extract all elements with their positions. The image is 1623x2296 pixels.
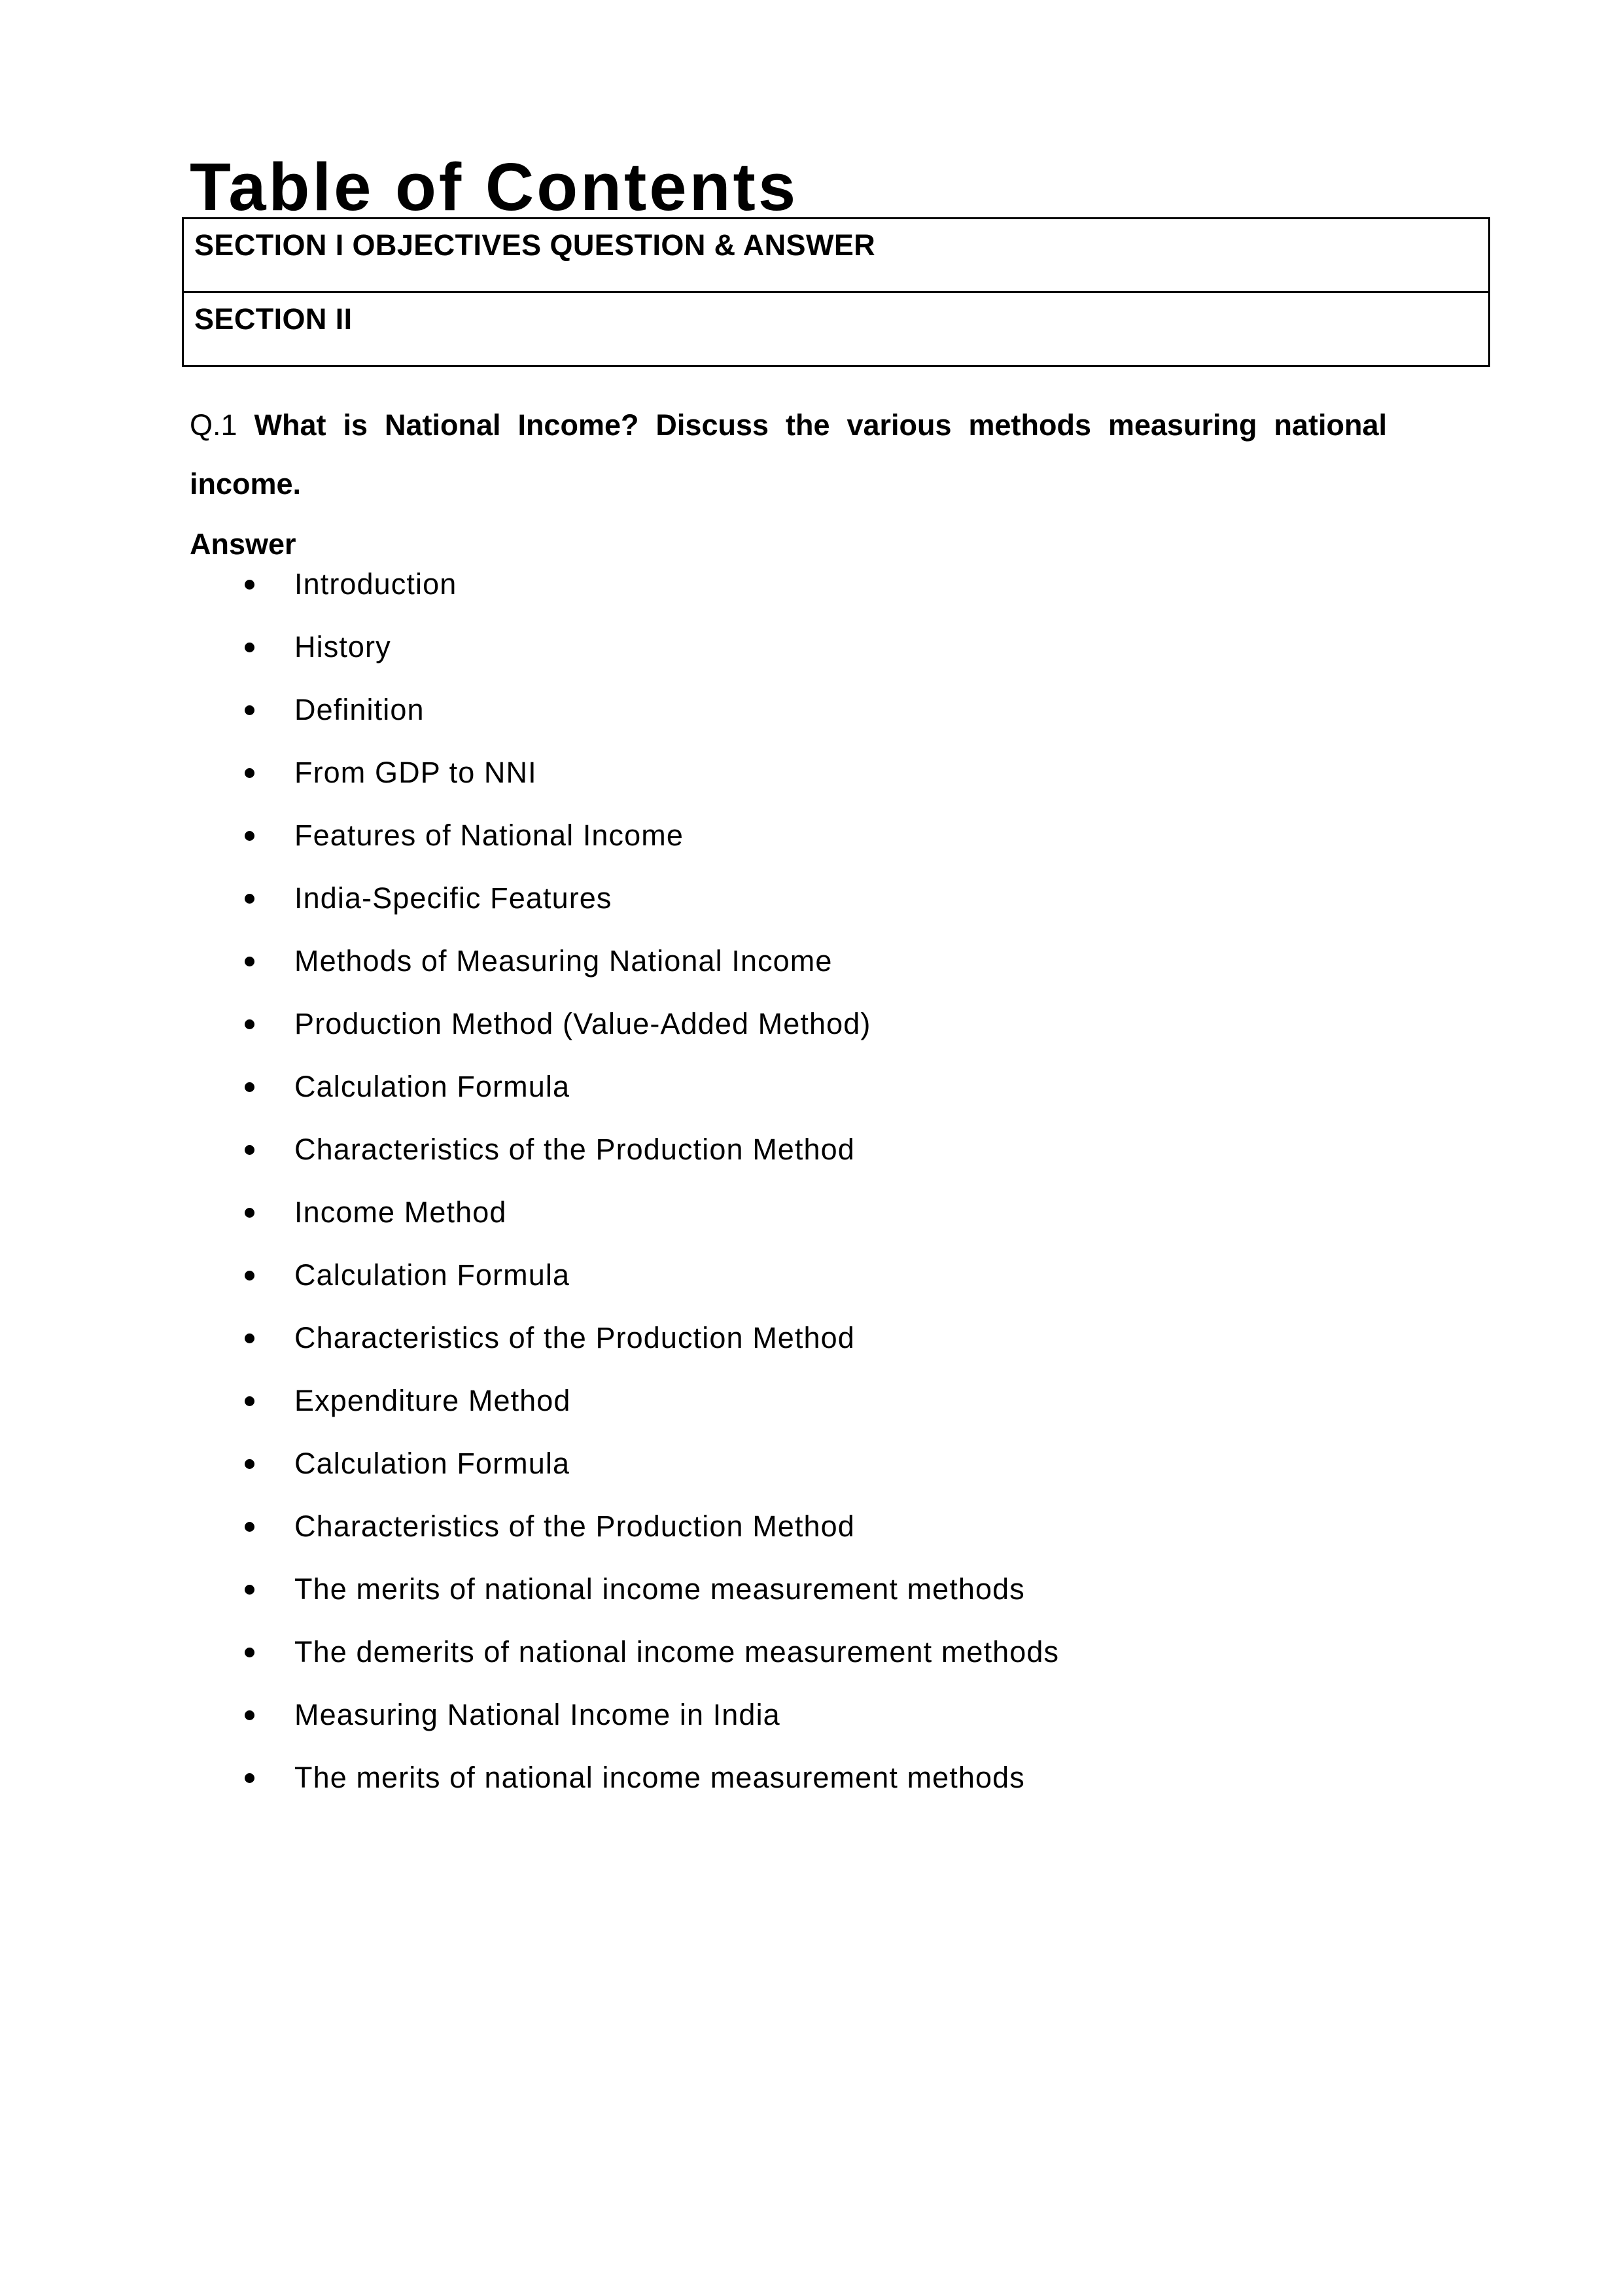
list-item-label: History bbox=[294, 630, 391, 663]
list-item-label: From GDP to NNI bbox=[294, 756, 537, 789]
bullet-icon bbox=[245, 1459, 254, 1469]
question-heading bbox=[190, 396, 1387, 514]
question-text: What is National Income? Discuss the various methods measuring national income. bbox=[190, 408, 1387, 501]
table-row bbox=[183, 292, 1490, 366]
bullet-icon bbox=[245, 705, 254, 715]
bullet-icon bbox=[245, 1082, 254, 1092]
table-of-contents-list bbox=[190, 553, 1433, 1809]
bullet-icon bbox=[245, 1522, 254, 1532]
list-item bbox=[190, 993, 1433, 1055]
list-item-label: Introduction bbox=[294, 567, 457, 601]
list-item-label: Production Method (Value-Added Method) bbox=[294, 1007, 871, 1040]
list-item-label: The demerits of national income measurement methods bbox=[294, 1635, 1060, 1669]
list-item-label: Expenditure Method bbox=[294, 1384, 571, 1417]
table-row bbox=[183, 219, 1490, 292]
bullet-icon bbox=[245, 1648, 254, 1657]
page-title: Table of Contents bbox=[190, 149, 799, 224]
bullet-icon bbox=[245, 1271, 254, 1280]
list-item-label: India-Specific Features bbox=[294, 881, 612, 915]
section-row-label: SECTION I OBJECTIVES QUESTION & ANSWER bbox=[183, 219, 1490, 292]
list-item bbox=[190, 741, 1433, 804]
bullet-icon bbox=[245, 1333, 254, 1343]
list-item bbox=[190, 1746, 1433, 1809]
list-item bbox=[190, 1621, 1433, 1684]
section-table bbox=[182, 217, 1490, 367]
bullet-icon bbox=[245, 1208, 254, 1218]
list-item-label: Definition bbox=[294, 693, 425, 726]
list-item bbox=[190, 1369, 1433, 1432]
list-item-label: Measuring National Income in India bbox=[294, 1698, 780, 1731]
answer-label: Answer bbox=[190, 527, 296, 561]
list-item-label: The merits of national income measurement methods bbox=[294, 1572, 1025, 1606]
section-table-body bbox=[183, 219, 1490, 366]
list-item-label: Methods of Measuring National Income bbox=[294, 944, 833, 978]
list-item-label: Characteristics of the Production Method bbox=[294, 1133, 855, 1166]
bullet-icon bbox=[245, 580, 254, 590]
list-item bbox=[190, 804, 1433, 867]
bullet-icon bbox=[245, 894, 254, 904]
list-item bbox=[190, 1307, 1433, 1369]
list-item bbox=[190, 1558, 1433, 1621]
list-item-label: Calculation Formula bbox=[294, 1447, 570, 1480]
list-item bbox=[190, 867, 1433, 930]
list-item-label: Characteristics of the Production Method bbox=[294, 1510, 855, 1543]
list-item-label: Calculation Formula bbox=[294, 1070, 570, 1103]
list-item-label: Calculation Formula bbox=[294, 1258, 570, 1292]
list-item bbox=[190, 1055, 1433, 1118]
bullet-icon bbox=[245, 1396, 254, 1406]
list-item bbox=[190, 1432, 1433, 1495]
bullet-icon bbox=[245, 1019, 254, 1029]
bullet-icon bbox=[245, 643, 254, 652]
list-item bbox=[190, 1244, 1433, 1307]
list-item bbox=[190, 1684, 1433, 1746]
section-row-label: SECTION II bbox=[183, 292, 1490, 366]
bullet-icon bbox=[245, 1145, 254, 1155]
bullet-icon bbox=[245, 1773, 254, 1783]
list-item-label: Characteristics of the Production Method bbox=[294, 1321, 855, 1354]
list-item bbox=[190, 1495, 1433, 1558]
list-item bbox=[190, 616, 1433, 679]
list-item bbox=[190, 679, 1433, 741]
bullet-icon bbox=[245, 831, 254, 841]
list-item-label: Features of National Income bbox=[294, 819, 684, 852]
list-item bbox=[190, 1118, 1433, 1181]
list-item bbox=[190, 1181, 1433, 1244]
bullet-icon bbox=[245, 1585, 254, 1595]
list-item-label: The merits of national income measurement methods bbox=[294, 1761, 1025, 1794]
bullet-icon bbox=[245, 957, 254, 966]
list-item-label: Income Method bbox=[294, 1195, 507, 1229]
list-item bbox=[190, 930, 1433, 993]
bullet-icon bbox=[245, 768, 254, 778]
question-number: Q.1 bbox=[190, 408, 237, 442]
list-item bbox=[190, 553, 1433, 616]
bullet-icon bbox=[245, 1710, 254, 1720]
